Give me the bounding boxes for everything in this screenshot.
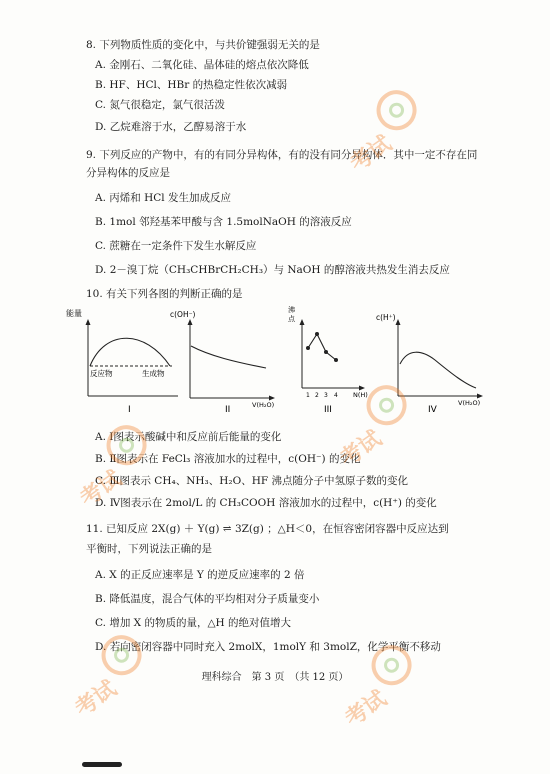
fig4-ylabel: c(H⁺) bbox=[376, 313, 396, 322]
svg-text:考试: 考试 bbox=[341, 686, 392, 733]
fig2-ylabel: c(OH⁻) bbox=[170, 310, 196, 319]
q9-option-b: B. 1mol 邻羟基苯甲酸与含 1.5molNaOH 的溶液反应 bbox=[95, 216, 352, 228]
fig2-roman: II bbox=[225, 405, 231, 415]
q9-option-d: D. 2－溴丁烷（CH₃CHBrCH₂CH₃）与 NaOH 的醇溶液共热发生消去反应 bbox=[95, 264, 450, 276]
fig1-product-label: 生成物 bbox=[142, 369, 165, 378]
fig3-point-2 bbox=[315, 332, 319, 336]
watermark-logo bbox=[327, 69, 454, 185]
q11-option-b: B. 降低温度，混合气体的平均相对分子质量变小 bbox=[95, 593, 320, 605]
figure-2 bbox=[170, 310, 275, 415]
fig3-tick-2: 2 bbox=[315, 392, 319, 399]
fig1-reactant-label: 反应物 bbox=[90, 369, 113, 378]
q9-stem-line2: 分异构体的反应是 bbox=[86, 167, 170, 179]
fig3-point-4 bbox=[334, 358, 338, 362]
page-footer: 理科综合 第 3 页 （共 12 页） bbox=[201, 672, 349, 683]
q10-stem: 10. 有关下列各图的判断正确的是 bbox=[86, 288, 243, 300]
q8-option-b: B. HF、HCl、HBr 的热稳定性依次减弱 bbox=[95, 79, 288, 91]
fig3-tick-4: 4 bbox=[334, 392, 338, 399]
q10-option-b: B. Ⅱ图表示在 FeCl₃ 溶液加水的过程中，c(OH⁻) 的变化 bbox=[95, 453, 361, 465]
q8-option-c: C. 氮气很稳定，氯气很活泼 bbox=[95, 99, 225, 111]
svg-text:考试: 考试 bbox=[336, 426, 387, 473]
fig3-tick-1: 1 bbox=[306, 392, 310, 399]
figure-1 bbox=[66, 308, 178, 415]
fig4-xlabel: V(H₂O) bbox=[458, 399, 481, 407]
fig3-ylabel-1: 沸 bbox=[288, 306, 295, 314]
fig3-roman: III bbox=[324, 405, 332, 415]
q9-stem-line1: 9. 下列反应的产物中，有的有同分异构体，有的没有同分异构体．其中一定不存在同 bbox=[86, 149, 478, 161]
q8-option-a: A. 金刚石、二氧化硅、晶体硅的熔点依次降低 bbox=[95, 59, 309, 71]
fig3-tick-3: 3 bbox=[324, 392, 328, 399]
q10-option-c: C. Ⅲ图表示 CH₄、NH₃、H₂O、HF 沸点随分子中氢原子数的变化 bbox=[95, 475, 409, 487]
q8-option-d: D. 乙烷难溶于水，乙醇易溶于水 bbox=[95, 121, 247, 133]
q10-option-a: A. Ⅰ图表示酸碱中和反应前后能量的变化 bbox=[95, 431, 282, 443]
fig3-point-1 bbox=[306, 346, 310, 350]
q8-stem: 8. 下列物质性质的变化中，与共价键强弱无关的是 bbox=[86, 39, 320, 51]
bottom-scan-mark bbox=[82, 762, 122, 767]
fig2-xlabel: V(H₂O) bbox=[252, 401, 275, 409]
q10-option-d: D. Ⅳ图表示在 2mol/L 的 CH₃COOH 溶液加水的过程中，c(H⁺) 的变化 bbox=[95, 497, 437, 509]
watermark-logo-icon bbox=[327, 69, 452, 181]
svg-text:考试: 考试 bbox=[76, 466, 127, 513]
fig1-ylabel: 能量 bbox=[66, 309, 82, 318]
q11-stem-line2: 平衡时，下列说法正确的是 bbox=[86, 543, 212, 555]
fig3-point-3 bbox=[324, 350, 328, 354]
svg-text:考试: 考试 bbox=[71, 676, 122, 723]
fig1-roman: I bbox=[128, 405, 131, 415]
q11-option-d: D. 若向密闭容器中同时充入 2molX，1molY 和 3molZ，化学平衡不移动 bbox=[95, 641, 441, 653]
q9-option-c: C. 蔗糖在一定条件下发生水解反应 bbox=[95, 240, 257, 252]
fig3-xlabel: N(H) bbox=[353, 391, 368, 399]
watermark-kao: 考试 bbox=[346, 131, 397, 178]
q11-option-a: A. X 的正反应速率是 Y 的逆反应速率的 2 倍 bbox=[95, 569, 305, 581]
q11-stem-line1: 11. 已知反应 2X(g) ＋ Y(g) ⇌ 3Z(g) ；△H＜0，在恒容密闭容器中反应达到 bbox=[86, 523, 449, 535]
figure-3 bbox=[288, 305, 368, 415]
fig4-roman: IV bbox=[428, 405, 437, 415]
q11-option-c: C. 增加 X 的物质的量，△H 的绝对值增大 bbox=[95, 617, 292, 629]
figure-4 bbox=[376, 313, 483, 415]
q10-figures bbox=[60, 304, 500, 422]
q9-option-a: A. 丙烯和 HCl 发生加成反应 bbox=[95, 192, 231, 204]
fig3-ylabel-2: 点 bbox=[288, 315, 295, 323]
